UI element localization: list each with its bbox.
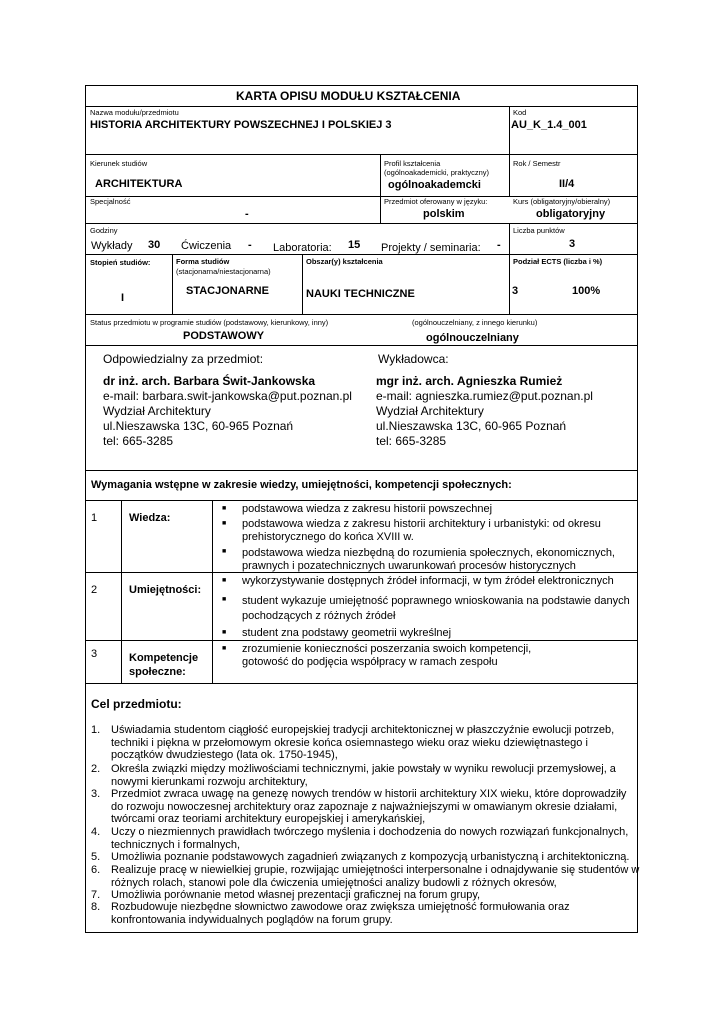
ects-percent: 100%	[572, 285, 601, 297]
responsible-dept: Wydział Architektury	[103, 404, 211, 418]
responsible-email: e-mail: barbara.swit-jankowska@put.poznan.pl	[103, 389, 352, 403]
responsible-address: ul.Nieszawska 13C, 60-965 Poznań	[103, 419, 294, 433]
area-label: Obszar(y) kształcenia	[306, 257, 383, 266]
area-value: NAUKI TECHNICZNE	[306, 288, 415, 300]
exercise-value: -	[248, 239, 252, 251]
lecture-value: 30	[148, 239, 161, 251]
requirement-num: 2	[91, 584, 98, 596]
course-value: obligatoryjny	[536, 208, 606, 220]
field-value: ARCHITEKTURA	[95, 178, 183, 190]
responsible-tel: tel: 665-3285	[103, 434, 174, 448]
lecturer-email: e-mail: agnieszka.rumiez@put.poznan.pl	[376, 389, 593, 403]
lecture-label: Wykłady	[91, 240, 133, 252]
level-value: I	[121, 292, 125, 304]
level-label: Stopień studiów:	[90, 258, 151, 267]
module-name-label: Nazwa modułu/przedmiotu	[90, 108, 179, 117]
form-hint: (stacjonarna/niestacjonarna)	[176, 267, 271, 276]
bullet-icon: ■	[222, 645, 227, 652]
lab-label: Laboratoria:	[273, 242, 332, 254]
requirement-item: student zna podstawy geometrii wykreślnej	[242, 627, 452, 639]
hours-label: Godziny	[90, 226, 118, 235]
general-value: ogólnouczelniany	[426, 332, 519, 344]
exercise-label: Ćwiczenia	[181, 240, 232, 252]
requirement-label-competences: Kompetencje społeczne:	[129, 652, 199, 678]
requirement-label-knowledge: Wiedza:	[129, 512, 171, 524]
form-value: STACJONARNE	[186, 285, 269, 297]
requirement-item: podstawowa wiedza z zakresu historii architektury i urbanistyki: od okresu prehistorycznego do końca XVIII w.	[242, 518, 601, 543]
requirement-item: wykorzystywanie dostępnych źródeł informacji, w tym źródeł elektronicznych	[242, 575, 614, 587]
status-label: Status przedmiotu w programie studiów (podstawowy, kierunkowy, inny)	[90, 318, 329, 327]
bullet-icon: ■	[222, 520, 227, 527]
objectives-title: Cel przedmiotu:	[91, 697, 182, 711]
bullet-icon: ■	[222, 629, 227, 636]
requirement-num: 3	[91, 648, 98, 660]
requirement-item: zrozumienie konieczności poszerzania swoich kompetencji, gotowość do podjęcia współpracy w ramach zespołu	[242, 643, 532, 668]
ects-count: 3	[512, 285, 519, 297]
form-title: KARTA OPISU MODUŁU KSZTAŁCENIA	[236, 89, 461, 103]
module-code: AU_K_1.4_001	[511, 119, 587, 131]
requirements-title: Wymagania wstępne w zakresie wiedzy, umiejętności, kompetencji społecznych:	[91, 479, 512, 491]
module-name: HISTORIA ARCHITEKTURY POWSZECHNEJ I POLSKIEJ 3	[90, 119, 392, 131]
points-label: Liczba punktów	[513, 226, 565, 235]
points-value: 3	[569, 238, 576, 250]
requirement-item: podstawowa wiedza niezbędną do rozumienia społecznych, ekonomicznych, prawnych i pozatechnicznych uwarunkowań procesów historycznych	[242, 547, 615, 572]
lecturer-address: ul.Nieszawska 13C, 60-965 Poznań	[376, 419, 567, 433]
bullet-icon: ■	[222, 596, 227, 603]
bullet-icon: ■	[222, 577, 227, 584]
project-value: -	[497, 239, 501, 251]
ects-label: Podział ECTS (liczba i %)	[513, 257, 603, 266]
general-label: (ogólnouczelniany, z innego kierunku)	[412, 318, 538, 327]
form-label: Forma studiów	[176, 257, 230, 266]
project-label: Projekty / seminaria:	[381, 242, 481, 254]
course-label: Kurs (obligatoryjny/obieralny)	[513, 197, 611, 206]
spec-value: -	[245, 208, 249, 220]
language-label: Przedmiot oferowany w języku:	[384, 197, 488, 206]
lecturer-label: Wykładowca:	[378, 352, 449, 366]
year-label: Rok / Semestr	[513, 159, 561, 168]
year-value: II/4	[559, 178, 575, 190]
responsible-label: Odpowiedzialny za przedmiot:	[103, 352, 264, 366]
requirement-item: student wykazuje umiejętność poprawnego wnioskowania na podstawie danych pochodzących z różnych źródeł	[242, 595, 630, 622]
responsible-name: dr inż. arch. Barbara Świt-Jankowska	[103, 374, 316, 388]
profile-label: Profil kształcenia	[384, 159, 441, 168]
profile-value: ogólnoakademcki	[388, 179, 481, 191]
requirement-label-skills: Umiejętności:	[129, 584, 202, 596]
lab-value: 15	[348, 239, 361, 251]
lecturer-name: mgr inż. arch. Agnieszka Rumież	[376, 374, 563, 388]
language-value: polskim	[423, 208, 465, 220]
lecturer-dept: Wydział Architektury	[376, 404, 484, 418]
field-label: Kierunek studiów	[90, 159, 148, 168]
bullet-icon: ■	[222, 505, 227, 512]
code-label: Kod	[513, 108, 527, 117]
requirement-item: podstawowa wiedza z zakresu historii powszechnej	[242, 503, 493, 515]
bullet-icon: ■	[222, 548, 227, 555]
status-value: PODSTAWOWY	[183, 330, 265, 342]
profile-hint: (ogólnoakademicki, praktyczny)	[384, 168, 490, 177]
requirement-num: 1	[91, 512, 98, 524]
lecturer-tel: tel: 665-3285	[376, 434, 447, 448]
spec-label: Specjalność	[90, 197, 131, 206]
